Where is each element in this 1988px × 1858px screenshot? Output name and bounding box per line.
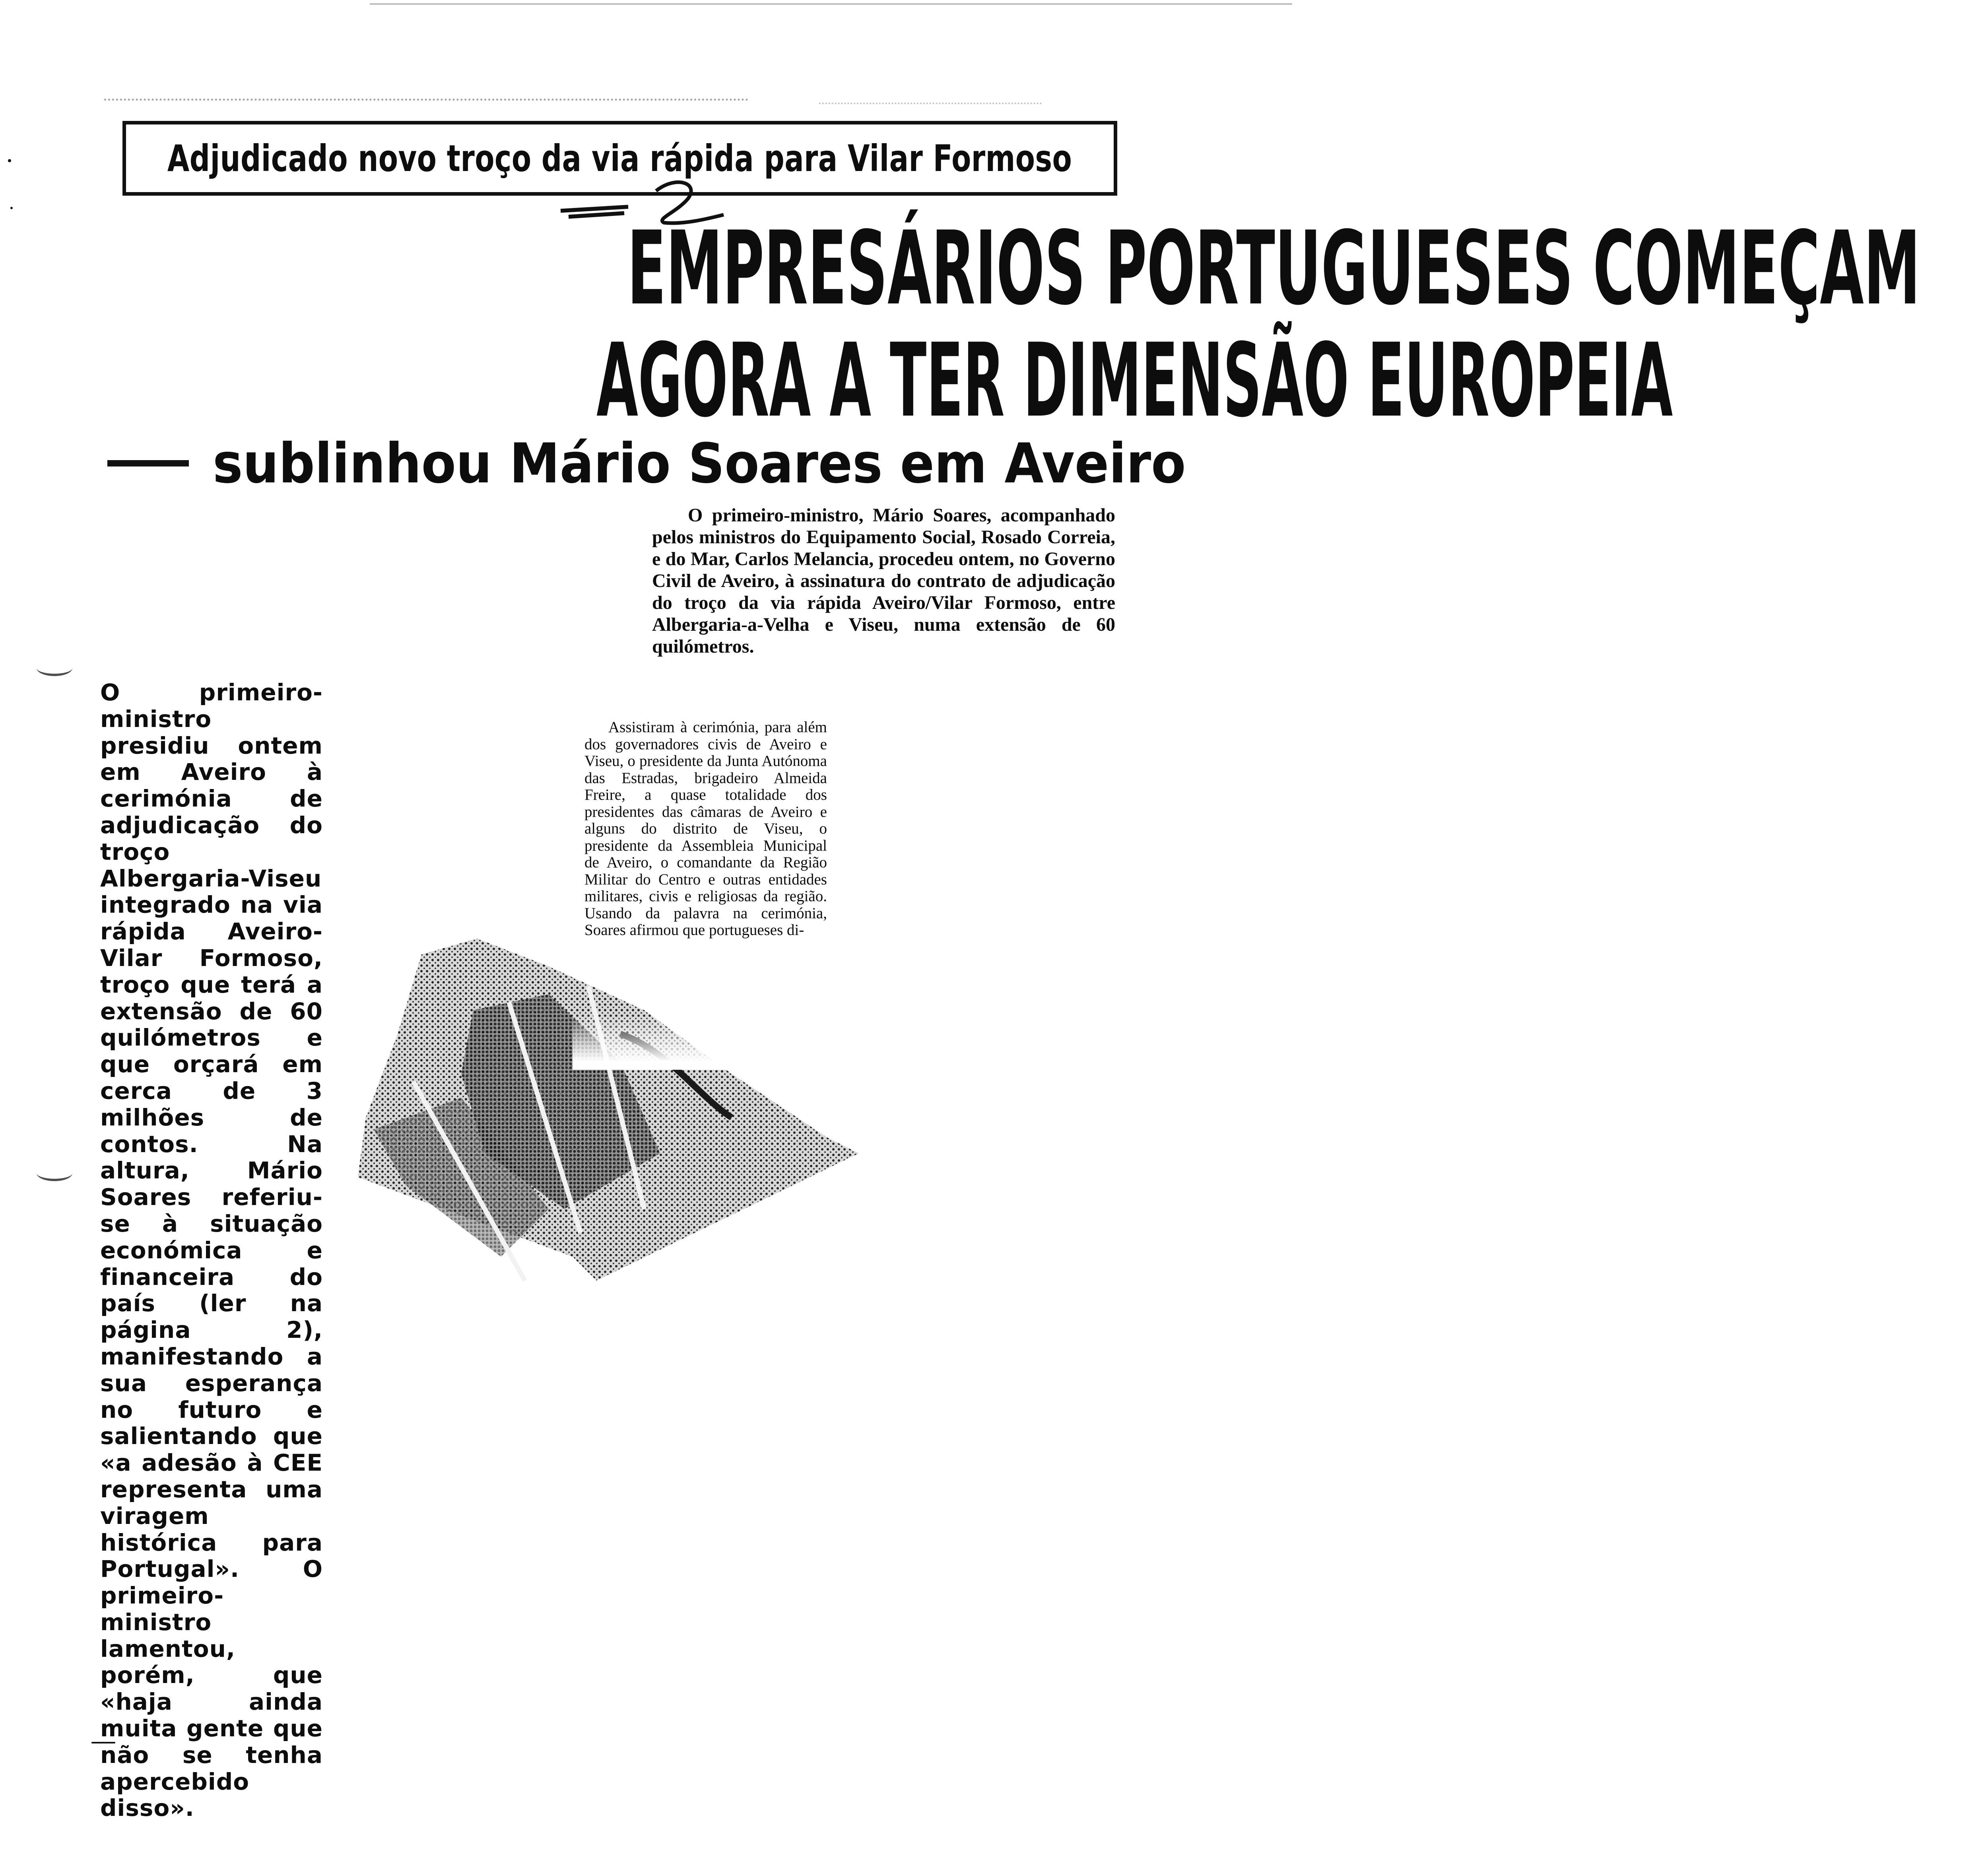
clipping-edge-dots (104, 99, 748, 101)
scan-top-line (370, 3, 1292, 5)
body-column-text: Assistiram à cerimónia, para além dos governadores civis de Aveiro e Viseu, o presidente da Junta Autónoma das Estradas, brigadeiro Almeida Freire, a quase totalidade dos presidentes das câmaras de Aveiro e alguns do distrito de Viseu, o presidente da Assembleia Municipal de Aveiro, o comandante da Região Militar do Centro e outras entidades militares, civis e religiosas da região. Usando da palavra na cerimónia, Soares afirmou que portugueses di- (584, 719, 827, 939)
margin-mark (37, 1165, 72, 1181)
subheadline-text: sublinhou Mário Soares em Aveiro (213, 431, 1186, 496)
headline-text: EMPRESÁRIOS PORTUGUESES COMEÇAM (627, 210, 1920, 328)
torn-edge-fade (573, 1014, 851, 1070)
headline-line-2 (119, 322, 1673, 440)
scan-speck (10, 207, 13, 209)
clipping-edge-dots-right (819, 103, 1042, 104)
margin-mark (37, 660, 72, 676)
headline-line-1 (119, 210, 1920, 328)
headline-text: AGORA A TER DIMENSÃO EUROPEIA (596, 322, 1673, 440)
lead-paragraph: O primeiro-ministro, Mário Soares, acompanhado pelos ministros do Equipamento Social, Rosado Correia, e do Mar, Carlos Melancia, procedeu ontem, no Governo Civil de Aveiro, à assinatura do contrato de adjudicação do troço da via rápida Aveiro/Vilar Formoso, entre Albergaria-a-Velha e Viseu, numa extensão de 60 quilómetros. (652, 505, 1115, 657)
em-dash (107, 460, 189, 466)
kicker: Adjudicado novo troço da via rápida para Vilar Formoso (167, 137, 1072, 180)
left-column-text: O primeiro-ministro presidiu ontem em Aveiro à cerimónia de adjudicação do troço Albergaria-Viseu integrado na via rápida Aveiro-Vilar Formoso, troço que terá a extensão de 60 quilómetros e que orçará em cerca de 3 milhões de contos. Na altura, Mário Soares referiu-se à situação económica e financeira do país (ler na página 2), manifestando a sua esperança no futuro e salientando que «a adesão à CEE representa uma viragem histórica para Portugal». O primeiro-ministro lamentou, porém, que «haja ainda muita gente que não se tenha apercebido disso». (100, 679, 323, 1822)
subheadline (107, 431, 1186, 496)
scan-speck (8, 159, 11, 162)
